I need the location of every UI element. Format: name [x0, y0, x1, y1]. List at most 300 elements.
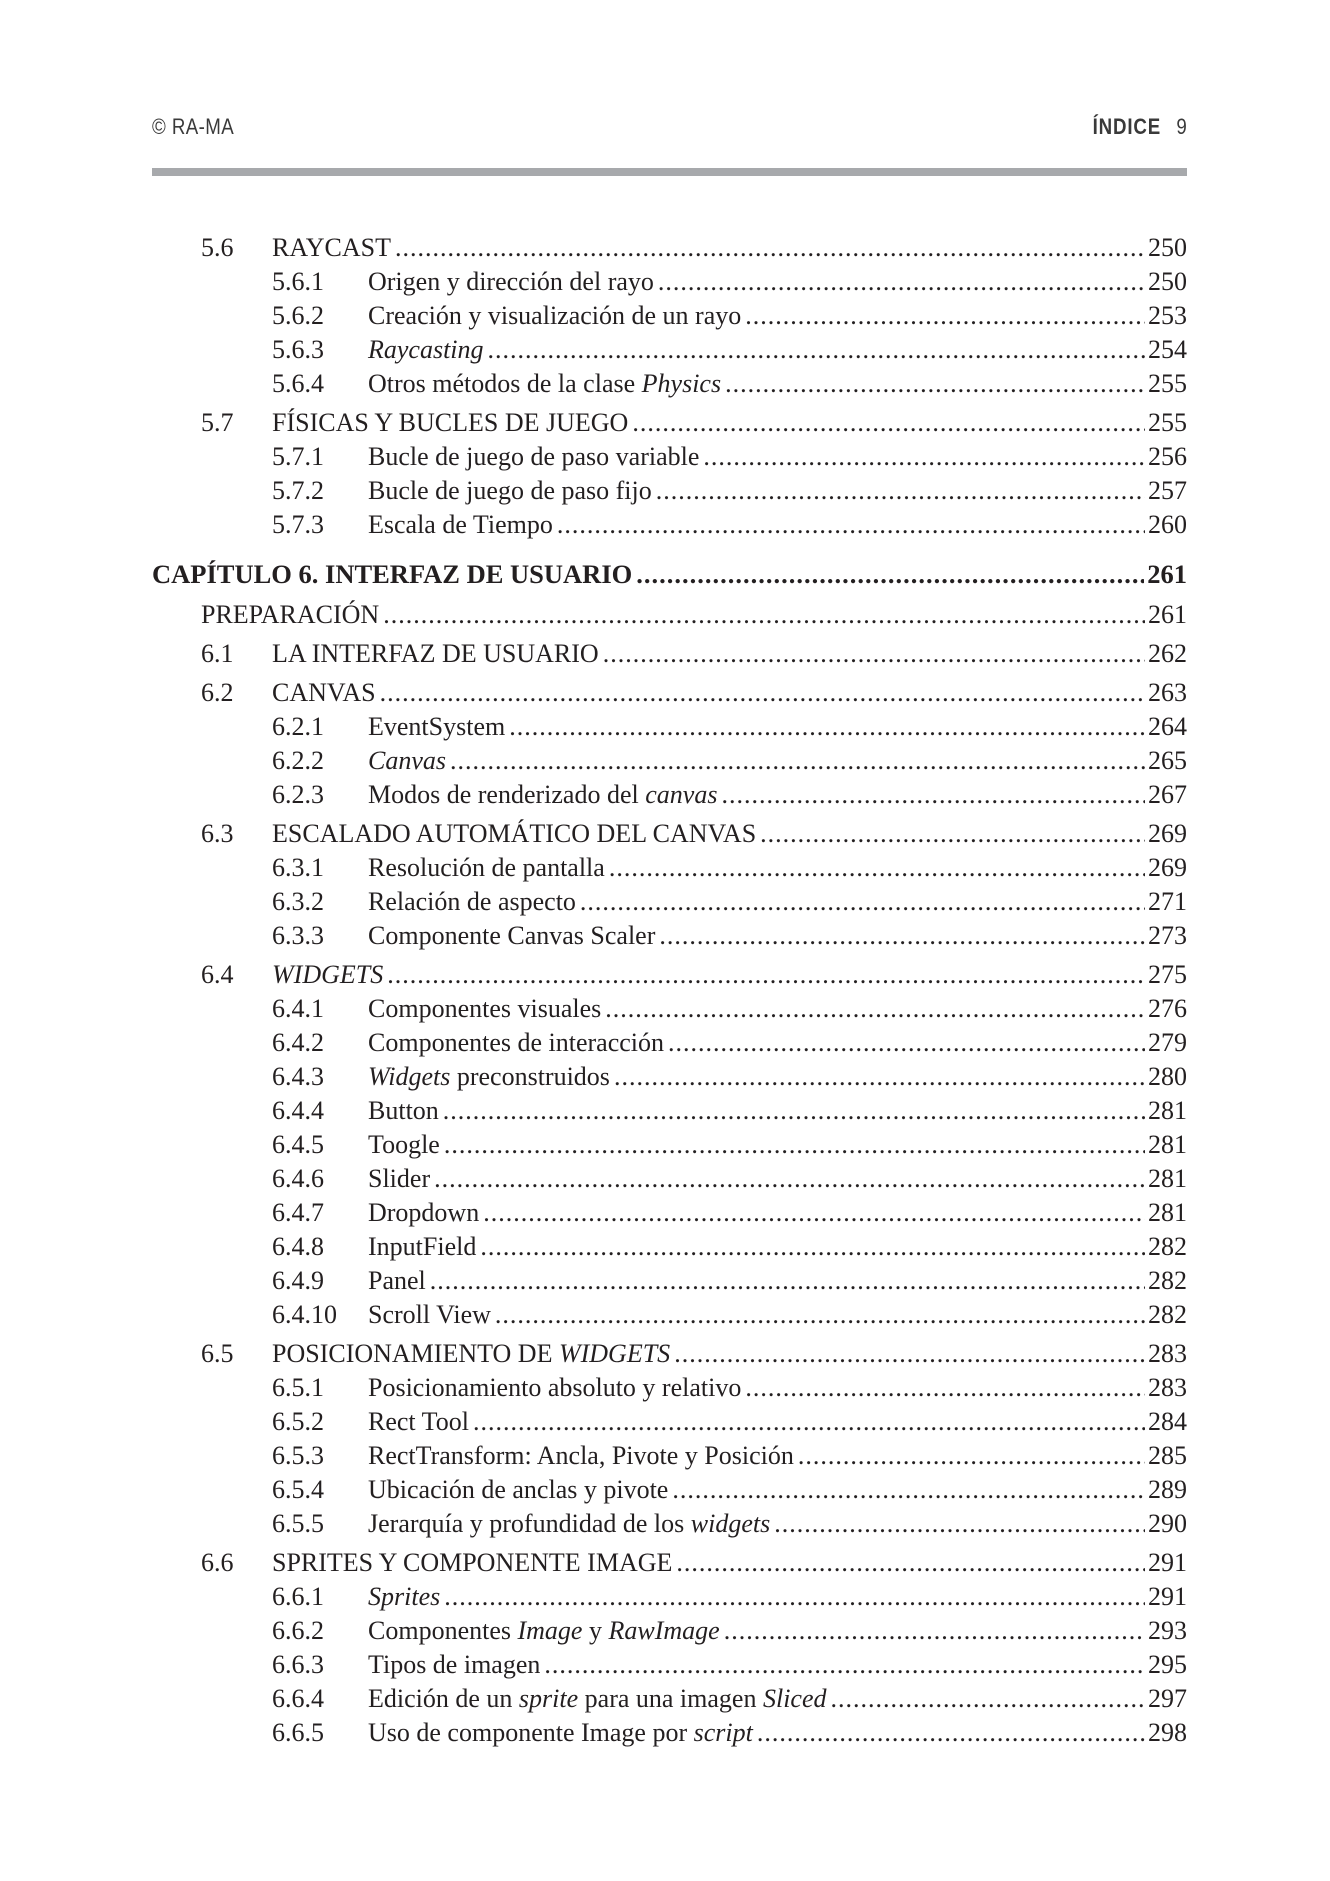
toc-entry-title-line — [272, 637, 1187, 671]
toc-entry-title-line — [368, 1682, 1187, 1716]
toc-entry — [152, 1473, 1187, 1507]
toc-entry-page: 291 — [1148, 1548, 1187, 1577]
toc-entry-title — [272, 958, 383, 992]
toc-entry-number: 6.3.3 — [272, 921, 324, 950]
toc-entry-title-line — [368, 1614, 1187, 1648]
toc-title-fragment: InputField — [368, 1232, 477, 1261]
toc-entry-number: 6.4.5 — [272, 1130, 324, 1159]
toc-title-fragment: RectTransform: Ancla, Pivote y Posición — [368, 1441, 794, 1470]
toc-entry-number: 6.5.3 — [272, 1441, 324, 1470]
toc-entry — [152, 744, 1187, 778]
toc-entry — [152, 265, 1187, 299]
toc-title-fragment: Edición de un — [368, 1684, 519, 1713]
toc-title-fragment: para una imagen — [578, 1684, 763, 1713]
toc-entry-title — [152, 555, 632, 593]
toc-entry — [152, 1026, 1187, 1060]
toc-entry-title — [272, 1546, 672, 1580]
toc-entry-title — [272, 406, 628, 440]
toc-entry-page: 250 — [1148, 267, 1187, 296]
toc-entry-title — [368, 1371, 741, 1405]
toc-entry-page: 298 — [1148, 1718, 1187, 1747]
toc-entry-page: 265 — [1148, 746, 1187, 775]
toc-entry-title — [368, 1026, 664, 1060]
toc-entry-title-line — [368, 744, 1187, 778]
dot-leader — [605, 992, 1145, 1026]
toc-title-fragment: Ubicación de anclas y pivote — [368, 1475, 669, 1504]
toc-entry-page: 289 — [1148, 1475, 1187, 1504]
toc-entry-page: 293 — [1148, 1616, 1187, 1645]
toc-entry-number: 6.6.3 — [272, 1650, 324, 1679]
toc-entry-page: 282 — [1148, 1266, 1187, 1295]
toc-entry-page: 279 — [1148, 1028, 1187, 1057]
toc-entry-number: 6.5.1 — [272, 1373, 324, 1402]
toc-entry — [152, 367, 1187, 401]
toc-entry-title — [368, 1298, 491, 1332]
toc-title-fragment: Posicionamiento absoluto y relativo — [368, 1373, 742, 1402]
toc-entry — [152, 1264, 1187, 1298]
toc-entry-page: 282 — [1148, 1300, 1187, 1329]
toc-entry — [152, 333, 1187, 367]
toc-entry-page: 263 — [1148, 678, 1187, 707]
toc-entry-page: 253 — [1148, 301, 1187, 330]
toc-entry — [152, 1230, 1187, 1264]
toc-entry-title — [368, 778, 717, 812]
toc-title-fragment: Uso de componente Image por — [368, 1718, 694, 1747]
toc-title-fragment: ESCALADO AUTOMÁTICO DEL CANVAS — [272, 819, 757, 848]
toc-entry-number: 5.6.4 — [272, 369, 324, 398]
toc-entry-title — [368, 1473, 668, 1507]
dot-leader — [798, 1439, 1145, 1473]
toc-entry — [152, 1682, 1187, 1716]
dot-leader — [774, 1507, 1145, 1541]
toc-entry-title-line — [368, 1060, 1187, 1094]
toc-entry-title-line — [368, 1405, 1187, 1439]
toc-entry-page: 283 — [1148, 1373, 1187, 1402]
toc-entry-title-line — [368, 885, 1187, 919]
dot-leader — [580, 885, 1145, 919]
toc-title-fragment: preconstruidos — [450, 1062, 610, 1091]
toc-entry-number: 6.6.4 — [272, 1684, 324, 1713]
toc-entry — [152, 851, 1187, 885]
toc-entry — [152, 555, 1187, 593]
toc-entry-title — [368, 508, 553, 542]
dot-leader — [672, 1473, 1145, 1507]
toc-entry-number: 6.2.1 — [272, 712, 324, 741]
toc-entry-page: 290 — [1148, 1509, 1187, 1538]
toc-entry — [152, 1507, 1187, 1541]
toc-entry-title-line — [272, 1337, 1187, 1371]
toc-entry-title-line — [368, 1026, 1187, 1060]
toc-title-fragment: Dropdown — [368, 1198, 480, 1227]
toc-entry-number: 6.2 — [201, 678, 234, 707]
toc-entry-number: 6.4.3 — [272, 1062, 324, 1091]
toc-entry-title — [368, 919, 655, 953]
toc-title-fragment: Slider — [368, 1164, 431, 1193]
toc-entry-page: 255 — [1148, 408, 1187, 437]
toc-entry-page: 281 — [1148, 1164, 1187, 1193]
toc-entry-title-line — [368, 992, 1187, 1026]
dot-leader — [380, 676, 1145, 710]
toc-entry — [152, 1337, 1187, 1371]
toc-entry-title — [368, 1648, 540, 1682]
toc-entry-number: 6.5.4 — [272, 1475, 324, 1504]
dot-leader — [387, 958, 1145, 992]
toc-entry-number: 6.5.2 — [272, 1407, 324, 1436]
toc-entry-title-line — [368, 778, 1187, 812]
toc-entry-page: 281 — [1148, 1130, 1187, 1159]
dot-leader — [656, 474, 1145, 508]
toc-entry-page: 295 — [1148, 1650, 1187, 1679]
toc-entry — [152, 1371, 1187, 1405]
toc-entry-title — [272, 676, 376, 710]
toc-title-fragment: Image — [517, 1616, 583, 1645]
toc-title-fragment: Componentes de interacción — [368, 1028, 665, 1057]
toc-entry — [152, 637, 1187, 671]
toc-title-fragment: Tipos de imagen — [368, 1650, 541, 1679]
toc-entry-page: 250 — [1148, 233, 1187, 262]
toc-title-fragment: Componente Canvas Scaler — [368, 921, 656, 950]
toc-entry-number: 6.4.6 — [272, 1164, 324, 1193]
toc-entry-page: 261 — [1147, 559, 1187, 589]
toc-entry-page: 255 — [1148, 369, 1187, 398]
dot-leader — [444, 1128, 1145, 1162]
dot-leader — [603, 637, 1145, 671]
toc-title-fragment: LA INTERFAZ DE USUARIO — [272, 639, 599, 668]
toc-entry — [152, 885, 1187, 919]
toc-entry-title — [272, 231, 391, 265]
toc-entry-number: 6.6.2 — [272, 1616, 324, 1645]
dot-leader — [609, 851, 1145, 885]
dot-leader — [434, 1162, 1145, 1196]
toc-entry-title — [368, 1230, 476, 1264]
running-header — [152, 108, 1187, 144]
toc-entry-title — [201, 598, 379, 632]
toc-entry-title-line — [368, 367, 1187, 401]
toc-entry-number: 5.6.1 — [272, 267, 324, 296]
toc-entry — [152, 299, 1187, 333]
dot-leader — [674, 1337, 1145, 1371]
toc-title-fragment: Origen y dirección del rayo — [368, 267, 654, 296]
toc-entry-title — [368, 1507, 770, 1541]
toc-title-fragment: Sliced — [762, 1684, 827, 1713]
toc-entry-title — [368, 1716, 753, 1750]
toc-entry-page: 285 — [1148, 1441, 1187, 1470]
toc-entry — [152, 710, 1187, 744]
toc-title-fragment: FÍSICAS Y BUCLES DE JUEGO — [272, 408, 629, 437]
toc-title-fragment: Rect Tool — [368, 1407, 469, 1436]
toc-entry-title-line — [368, 1473, 1187, 1507]
toc-entry-title — [368, 1405, 469, 1439]
toc-title-fragment: EventSystem — [368, 712, 506, 741]
toc-title-fragment: Relación de aspecto — [368, 887, 576, 916]
dot-leader — [444, 1580, 1145, 1614]
toc-entry-title-line — [368, 1439, 1187, 1473]
toc-entry-number: 6.5.5 — [272, 1509, 324, 1538]
toc-entry — [152, 1546, 1187, 1580]
toc-entry-number: 6.3 — [201, 819, 234, 848]
toc-entry — [152, 958, 1187, 992]
toc-entry-title-line — [368, 1196, 1187, 1230]
toc-entry-title-line — [368, 1264, 1187, 1298]
header-right — [1093, 114, 1187, 140]
toc-entry-number: 6.4.7 — [272, 1198, 324, 1227]
toc-title-fragment: Bucle de juego de paso fijo — [368, 476, 652, 505]
toc-title-fragment: Creación y visualización de un rayo — [368, 301, 742, 330]
toc-title-fragment: Canvas — [368, 746, 446, 775]
dot-leader — [757, 1716, 1145, 1750]
toc-title-fragment: Componentes visuales — [368, 994, 602, 1023]
toc-entry-number: 6.4.8 — [272, 1232, 324, 1261]
toc-title-fragment: RawImage — [608, 1616, 720, 1645]
dot-leader — [544, 1648, 1145, 1682]
toc-entry-title — [368, 440, 699, 474]
toc-title-fragment: Componentes — [368, 1616, 518, 1645]
toc-entry-title-line — [368, 265, 1187, 299]
toc-entry-title — [368, 1264, 426, 1298]
toc-entry-title — [368, 1128, 440, 1162]
toc-entry-page: 257 — [1148, 476, 1187, 505]
toc-entry — [152, 1648, 1187, 1682]
toc-title-fragment: WIDGETS — [558, 1339, 671, 1368]
toc-title-fragment: CAPÍTULO 6. INTERFAZ DE USUARIO — [152, 559, 633, 589]
toc-title-fragment: Sprites — [368, 1582, 441, 1611]
toc-entry-page: 284 — [1148, 1407, 1187, 1436]
toc-entry — [152, 406, 1187, 440]
dot-leader — [383, 598, 1145, 632]
toc-entry-title — [368, 851, 605, 885]
toc-entry-title-line — [201, 598, 1187, 632]
toc-entry-page: 271 — [1148, 887, 1187, 916]
toc-entry — [152, 1716, 1187, 1750]
toc-entry-title-line — [368, 1230, 1187, 1264]
toc-entry — [152, 1614, 1187, 1648]
dot-leader — [745, 1371, 1145, 1405]
toc-entry-title-line — [368, 919, 1187, 953]
toc-entry-page: 260 — [1148, 510, 1187, 539]
toc-entry — [152, 440, 1187, 474]
dot-leader — [480, 1230, 1145, 1264]
toc-entry-title-line — [272, 817, 1187, 851]
toc-entry-title — [368, 299, 741, 333]
dot-leader — [495, 1298, 1145, 1332]
toc-entry-title — [368, 1094, 439, 1128]
toc-entry-number: 6.2.2 — [272, 746, 324, 775]
toc-entry — [152, 676, 1187, 710]
toc-entry-title — [272, 1337, 670, 1371]
toc-entry-number: 6.6 — [201, 1548, 234, 1577]
toc-entry-title-line — [152, 555, 1187, 593]
toc-entry-page: 282 — [1148, 1232, 1187, 1261]
toc-entry-page: 283 — [1148, 1339, 1187, 1368]
toc-entry-title — [368, 1580, 440, 1614]
toc-entry-title-line — [368, 1162, 1187, 1196]
toc-entry-title-line — [368, 1298, 1187, 1332]
toc-entry — [152, 1439, 1187, 1473]
toc-entry — [152, 1094, 1187, 1128]
toc-title-fragment: Widgets — [368, 1062, 451, 1091]
toc-entry-page: 262 — [1148, 639, 1187, 668]
toc-title-fragment: Scroll View — [368, 1300, 491, 1329]
toc-entry — [152, 1128, 1187, 1162]
toc-entry-page: 269 — [1148, 819, 1187, 848]
toc-entry-page: 280 — [1148, 1062, 1187, 1091]
dot-leader — [509, 710, 1145, 744]
toc-entry-title — [368, 1682, 827, 1716]
toc-entry-number: 5.7.3 — [272, 510, 324, 539]
toc-entry-number: 5.7.2 — [272, 476, 324, 505]
toc-title-fragment: Bucle de juego de paso variable — [368, 442, 700, 471]
toc-title-fragment: y — [582, 1616, 609, 1645]
toc-title-fragment: Toogle — [368, 1130, 440, 1159]
toc-entry — [152, 1060, 1187, 1094]
toc-entry-title-line — [368, 710, 1187, 744]
toc-title-fragment: Modos de renderizado del — [368, 780, 646, 809]
dot-leader — [443, 1094, 1145, 1128]
toc-entry-number: 6.3.2 — [272, 887, 324, 916]
toc-title-fragment: RAYCAST — [272, 233, 391, 262]
dot-leader — [703, 440, 1145, 474]
toc-entry-page: 254 — [1148, 335, 1187, 364]
toc-entry-title — [368, 992, 601, 1026]
toc-entry-page: 273 — [1148, 921, 1187, 950]
dot-leader — [450, 744, 1145, 778]
dot-leader — [676, 1546, 1145, 1580]
dot-leader — [658, 265, 1145, 299]
toc-entry — [152, 1405, 1187, 1439]
toc-entry — [152, 919, 1187, 953]
toc-title-fragment: Escala de Tiempo — [368, 510, 553, 539]
toc-entry-title — [368, 367, 721, 401]
toc-entry-page: 264 — [1148, 712, 1187, 741]
toc-entry-title-line — [272, 231, 1187, 265]
dot-leader — [614, 1060, 1145, 1094]
toc-entry-title — [368, 885, 576, 919]
dot-leader — [473, 1405, 1145, 1439]
dot-leader — [745, 299, 1145, 333]
toc-title-fragment: POSICIONAMIENTO DE — [272, 1339, 559, 1368]
toc-entry-title-line — [368, 851, 1187, 885]
toc-entry-number: 6.2.3 — [272, 780, 324, 809]
toc-entry-title-line — [368, 1580, 1187, 1614]
toc-entry-page: 261 — [1148, 600, 1187, 629]
toc-title-fragment: canvas — [645, 780, 718, 809]
toc-entry-number: 5.6.3 — [272, 335, 324, 364]
toc-entry — [152, 508, 1187, 542]
toc-entry-title-line — [368, 1716, 1187, 1750]
toc-entry — [152, 1162, 1187, 1196]
toc-entry — [152, 992, 1187, 1026]
section-title: ÍNDICE — [1092, 114, 1162, 139]
toc-title-fragment: WIDGETS — [272, 960, 384, 989]
toc-entry-number: 6.4.2 — [272, 1028, 324, 1057]
dot-leader — [483, 1196, 1145, 1230]
toc-title-fragment: PREPARACIÓN — [201, 600, 380, 629]
toc-entry-number: 6.4.10 — [272, 1300, 337, 1329]
toc-entry-title-line — [272, 676, 1187, 710]
toc-title-fragment: Otros métodos de la clase — [368, 369, 642, 398]
toc-title-fragment: Resolución de pantalla — [368, 853, 605, 882]
toc-entry-title-line — [368, 508, 1187, 542]
dot-leader — [636, 555, 1144, 593]
page-number: 9 — [1176, 114, 1187, 139]
dot-leader — [668, 1026, 1145, 1060]
toc-entry — [152, 1196, 1187, 1230]
toc-entry-title — [368, 1060, 610, 1094]
toc-entry-page: 276 — [1148, 994, 1187, 1023]
toc-entry-number: 5.7 — [201, 408, 234, 437]
toc-entry-number: 6.5 — [201, 1339, 234, 1368]
toc-entry-title — [368, 333, 484, 367]
toc-entry-number: 6.6.1 — [272, 1582, 324, 1611]
toc-entry-title-line — [368, 474, 1187, 508]
toc-entry-title — [368, 474, 652, 508]
table-of-contents — [152, 226, 1187, 1750]
header-rule — [152, 168, 1187, 176]
dot-leader — [557, 508, 1145, 542]
toc-entry-title — [272, 637, 599, 671]
dot-leader — [725, 367, 1145, 401]
toc-title-fragment: SPRITES Y COMPONENTE IMAGE — [272, 1548, 673, 1577]
toc-entry-title-line — [368, 1507, 1187, 1541]
toc-entry-title-line — [368, 440, 1187, 474]
toc-entry-title — [272, 817, 756, 851]
dot-leader — [632, 406, 1145, 440]
toc-entry-number: 5.6 — [201, 233, 234, 262]
dot-leader — [488, 333, 1145, 367]
toc-entry-title-line — [368, 1094, 1187, 1128]
toc-entry-number: 6.1 — [201, 639, 234, 668]
toc-entry-title-line — [272, 1546, 1187, 1580]
toc-entry-title — [368, 710, 505, 744]
toc-entry-page: 275 — [1148, 960, 1187, 989]
publisher-mark: © RA-MA — [152, 114, 235, 139]
toc-entry-title-line — [368, 299, 1187, 333]
dot-leader — [721, 778, 1145, 812]
toc-title-fragment: script — [693, 1718, 753, 1747]
toc-entry-title — [368, 265, 654, 299]
toc-entry-number: 6.6.5 — [272, 1718, 324, 1747]
toc-entry-title-line — [368, 1128, 1187, 1162]
toc-entry-title — [368, 1196, 479, 1230]
toc-entry-title-line — [272, 406, 1187, 440]
dot-leader — [395, 231, 1145, 265]
toc-entry-page: 269 — [1148, 853, 1187, 882]
toc-title-fragment: Jerarquía y profundidad de los — [368, 1509, 691, 1538]
toc-entry-number: 6.3.1 — [272, 853, 324, 882]
toc-entry-number: 6.4.1 — [272, 994, 324, 1023]
toc-entry-number: 5.7.1 — [272, 442, 324, 471]
toc-entry — [152, 778, 1187, 812]
toc-entry-title-line — [272, 958, 1187, 992]
toc-entry-number: 6.4 — [201, 960, 234, 989]
toc-entry-number: 6.4.4 — [272, 1096, 324, 1125]
toc-entry-title-line — [368, 1648, 1187, 1682]
toc-title-fragment: CANVAS — [272, 678, 376, 707]
toc-title-fragment: Panel — [368, 1266, 426, 1295]
toc-entry-page: 256 — [1148, 442, 1187, 471]
toc-entry — [152, 1580, 1187, 1614]
toc-entry — [152, 231, 1187, 265]
toc-title-fragment: Physics — [641, 369, 722, 398]
toc-entry — [152, 474, 1187, 508]
toc-title-fragment: widgets — [690, 1509, 771, 1538]
toc-title-fragment: Button — [368, 1096, 439, 1125]
toc-entry — [152, 817, 1187, 851]
toc-entry-title — [368, 744, 446, 778]
dot-leader — [760, 817, 1145, 851]
toc-entry-number: 6.4.9 — [272, 1266, 324, 1295]
toc-entry — [152, 1298, 1187, 1332]
